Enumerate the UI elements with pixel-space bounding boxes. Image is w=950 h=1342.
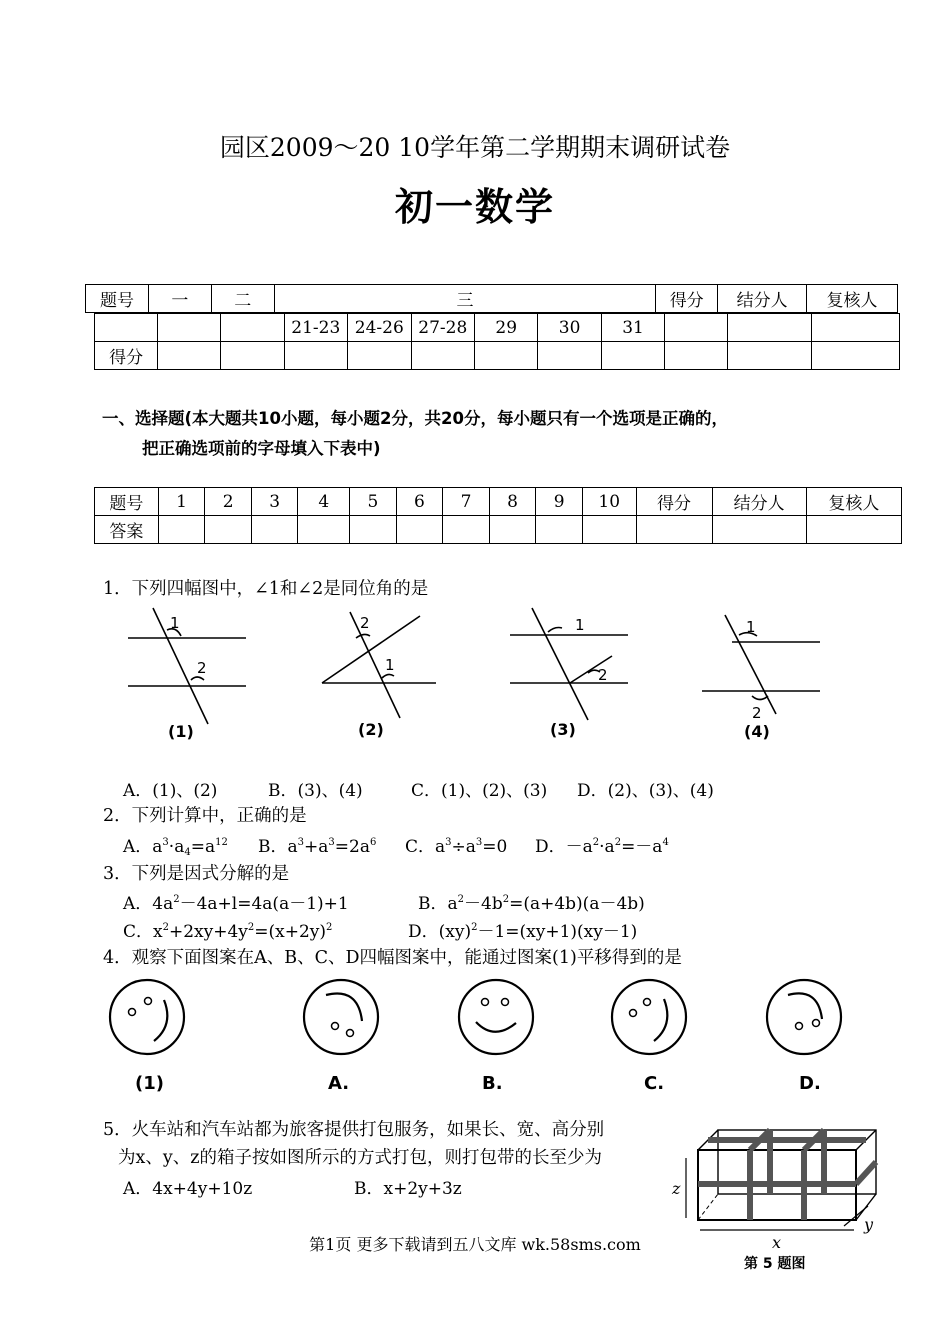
answer-row-label: 答案	[95, 516, 159, 544]
q3-option-c: C．$x^2+2xy+4y^2=(x+2y)^2$	[123, 922, 333, 942]
question-5: 5．火车站和汽车站都为旅客提供打包服务，如果长、宽、高分别 为x、y、z的箱子按如图所示的方式打包，则打包带的长至少为	[103, 1120, 605, 1168]
angle-label: 1	[575, 616, 585, 634]
q1-figures	[100, 600, 840, 750]
answer-header-cell: 4	[298, 488, 350, 516]
angle-label: 2	[598, 666, 608, 684]
q2-option-d: D．$-a^2\cdot a^2=-a^4$	[535, 837, 669, 857]
angle-label: 1	[385, 656, 395, 674]
face-label: D.	[799, 1073, 821, 1094]
answer-cell	[712, 516, 806, 544]
q1-option-b: B．(3)、(4)	[268, 781, 363, 801]
angle-label: 2	[197, 659, 207, 677]
dim-x: x	[772, 1233, 782, 1252]
angle-label: 1	[170, 614, 180, 632]
figure-caption: 第 5 题图	[744, 1256, 806, 1272]
score-cell: 二	[211, 285, 274, 313]
question-2: 2．下列计算中，正确的是	[103, 806, 307, 826]
answer-header-cell: 2	[205, 488, 252, 516]
answer-header-cell: 10	[582, 488, 636, 516]
answer-cell	[636, 516, 712, 544]
dim-z: z	[672, 1179, 681, 1198]
section-heading: 一、选择题(本大题共10小题，每小题2分，共20分，每小题只有一个选项是正确的， 把正确选项前的字母填入下表中)	[102, 409, 728, 458]
face-label: A.	[328, 1073, 350, 1094]
q5-option-a: A．4x+4y+10z	[123, 1179, 253, 1199]
q3-option-d: D．(xy)$^2$－1=(xy+1)(xy－1)	[408, 922, 638, 942]
answer-cell	[536, 516, 583, 544]
score-table-row1	[85, 284, 898, 313]
q2-option-b: B．$a^3+a^3=2a^6$	[258, 837, 377, 857]
answer-header-cell: 得分	[636, 488, 712, 516]
answer-cell	[582, 516, 636, 544]
face-label: B.	[482, 1073, 503, 1094]
score-cell: 29	[475, 314, 538, 342]
score-cell: 得分	[656, 285, 718, 313]
answer-cell	[806, 516, 901, 544]
answer-header-cell: 5	[350, 488, 397, 516]
answer-cell	[443, 516, 490, 544]
answer-header-cell: 3	[251, 488, 298, 516]
score-cell: 30	[538, 314, 601, 342]
answer-header-cell: 结分人	[712, 488, 806, 516]
answer-cell	[350, 516, 397, 544]
score-cell: 三	[274, 285, 655, 313]
score-row-label: 得分	[95, 342, 158, 370]
q3-option-b: B．$a^2-4b^2=(a+4b)(a-4b)$	[418, 894, 645, 914]
answer-cell	[205, 516, 252, 544]
score-cell: 一	[148, 285, 211, 313]
q2-option-c: C．$a^3\div a^3=0$	[405, 837, 508, 857]
dim-y: y	[864, 1215, 874, 1234]
score-table-rows	[94, 313, 900, 370]
score-cell: 31	[601, 314, 664, 342]
score-cell: 题号	[86, 285, 149, 313]
answer-header-cell: 题号	[95, 488, 159, 516]
score-cell: 结分人	[718, 285, 807, 313]
angle-label: 1	[746, 618, 756, 636]
answer-header-cell: 6	[396, 488, 443, 516]
q2-option-a: A．$a^3\cdot a_4=a^{12}$	[123, 837, 228, 858]
answer-table	[94, 487, 902, 544]
answer-header-cell: 8	[489, 488, 536, 516]
answer-cell	[396, 516, 443, 544]
score-cell: 27-28	[411, 314, 474, 342]
score-cell: 24-26	[348, 314, 411, 342]
q3-option-a: A．$4a^2-4a+l=4a(a-1)+1$	[123, 894, 349, 914]
answer-header-cell: 复核人	[806, 488, 901, 516]
score-cell: 复核人	[807, 285, 898, 313]
q5-option-b: B．x+2y+3z	[354, 1179, 462, 1199]
angle-label: 2	[360, 614, 370, 632]
answer-header-cell: 7	[443, 488, 490, 516]
figure-label: (2)	[358, 720, 384, 739]
face-label: C.	[644, 1073, 665, 1094]
exam-title: 初一数学	[394, 185, 555, 229]
answer-header-cell: 1	[158, 488, 205, 516]
score-cell: 21-23	[284, 314, 347, 342]
figure-label: (3)	[550, 720, 576, 739]
q4-faces	[100, 975, 860, 1100]
q1-option-a: A．(1)、(2)	[123, 781, 218, 801]
answer-header-cell: 9	[536, 488, 583, 516]
answer-cell	[298, 516, 350, 544]
question-1: 1．下列四幅图中，∠1和∠2是同位角的是	[103, 579, 429, 599]
question-3: 3．下列是因式分解的是	[103, 864, 290, 884]
q1-option-d: D．(2)、(3)、(4)	[577, 781, 714, 801]
exam-subtitle: 园区2009～20 10学年第二学期期末调研试卷	[219, 133, 731, 162]
page-footer: 第1页 更多下载请到五八文库 wk.58sms.com	[309, 1235, 641, 1254]
answer-cell	[158, 516, 205, 544]
figure-label: (1)	[168, 722, 194, 741]
face-label: (1)	[135, 1073, 164, 1094]
angle-label: 2	[752, 704, 762, 722]
question-4: 4．观察下面图案在A、B、C、D四幅图案中，能通过图案(1)平移得到的是	[103, 948, 682, 968]
figure-label: (4)	[744, 722, 770, 741]
q1-option-c: C．(1)、(2)、(3)	[411, 781, 548, 801]
answer-cell	[251, 516, 298, 544]
answer-cell	[489, 516, 536, 544]
